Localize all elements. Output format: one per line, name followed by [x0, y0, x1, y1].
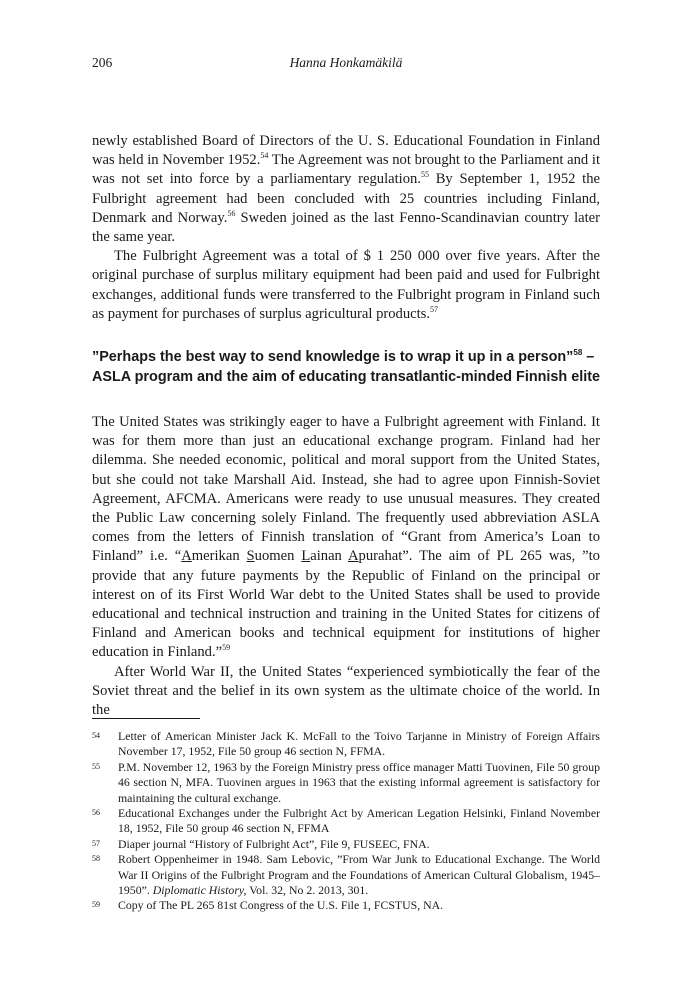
- paragraph-1: [92, 132, 600, 247]
- running-header: [92, 55, 600, 73]
- footnote-ref-58[interactable]: 58: [573, 348, 583, 357]
- text: The Agreement was not brought to the Parliament and it was not set into force by a parliamentary regulation.: [92, 152, 600, 188]
- footnote-number: 58: [92, 854, 100, 864]
- heading-text: ”Perhaps the best way to send knowledge is to wrap it up in a person”: [92, 349, 574, 365]
- text: newly established Board of Directors of the U. S. Educational Foundation in Finland was held in November 1952.: [92, 133, 600, 169]
- footnote-text: Copy of The PL 265 81st Congress of the U.S. File 1, FCSTUS, NA.: [118, 898, 444, 913]
- footnote-ref-57[interactable]: 57: [430, 304, 438, 314]
- heading-dash: –: [582, 349, 595, 365]
- footnote-ref-54[interactable]: 54: [260, 151, 269, 161]
- footnotes: [92, 729, 600, 914]
- footnote-separator: [92, 718, 200, 719]
- journal-title: Diplomatic History,: [152, 883, 247, 898]
- footnote-55: [92, 760, 600, 806]
- footnote-number: 57: [92, 838, 100, 848]
- section-heading-line-1: [92, 347, 600, 367]
- text: merikan: [191, 548, 247, 565]
- footnote-56: [92, 806, 600, 837]
- footnote-text: P.M. November 12, 1963 by the Foreign Ministry press office manager Matti Tuovinen, File 50 group 46 section N, MFA. Tuovinen argues in 1963 that the existing informal agreement is satisfactory for maintaining the cultural exchange.: [118, 759, 600, 805]
- footnote-number: 56: [92, 808, 100, 818]
- body-block-2: [92, 413, 600, 720]
- footnote-ref-59[interactable]: 59: [222, 643, 231, 653]
- paragraph-3: [92, 413, 600, 663]
- footnote-ref-56[interactable]: 56: [227, 208, 236, 218]
- text: uomen: [254, 548, 302, 565]
- text: The Fulbright Agreement was a total of $ 1 250 000 over five years. After the original purchase of surplus military equipment had been paid and used for Fulbright exchanges, additional funds were transferred to the Fulbright program in Finland such as payment for purchases of surplus agricultural products.: [92, 248, 600, 322]
- section-heading: [92, 347, 600, 387]
- text: ”. The aim of PL 265 was, ”to provide that any future payments by the Republic of Finland on the principal or interest on of its First World War debt to the United States shall be used to provide educational and technical instruction and training in the United States for citizens of Finland and American books and technical equipment for institutions of higher education in Finland.”: [92, 548, 600, 661]
- footnote-number: 54: [92, 731, 100, 740]
- footnote-57: [92, 837, 600, 852]
- text: By September 1, 1952 the Fulbright agreement had been concluded with 25 countries including Finland, Denmark and Norway.: [92, 171, 600, 226]
- text: purahat: [358, 548, 403, 565]
- footnote-text: Letter of American Minister Jack K. McFall to the Toivo Tarjanne in Ministry of Foreign Affairs November 17, 1952, File 50 group 46 section N, FFMA.: [118, 729, 600, 759]
- text: After World War II, the United States “experienced symbiotically the fear of the Soviet threat and the belief in its own system as the ultimate choice of the world. In the: [92, 663, 600, 719]
- footnote-number: 55: [92, 761, 100, 771]
- section-heading-line-2: ASLA program and the aim of educating transatlantic-minded Finnish elite: [92, 369, 600, 385]
- footnote-text: Robert Oppenheimer in 1948. Sam Lebovic, ”From War Junk to Educational Exchange. The World War II Origins of the Fulbright Program and the Foundations of American Cultural Globalism, 1945–1950”.: [118, 852, 600, 898]
- footnote-54: [92, 729, 600, 760]
- paragraph-2: [92, 247, 600, 324]
- header-author: Hanna Honkamäkilä: [289, 55, 403, 70]
- footnote-number: 59: [92, 900, 100, 910]
- document-page: [92, 0, 600, 1002]
- page-number: 206: [92, 55, 113, 70]
- text: ainan: [310, 548, 348, 565]
- footnote-text: Educational Exchanges under the Fulbright Act by American Legation Helsinki, Finland November 18, 1952, File 50 group 46 section N, FFMA: [118, 806, 600, 836]
- underlined-letter: L: [301, 548, 311, 565]
- underlined-letter: S: [246, 548, 255, 565]
- footnote-text: Diaper journal “History of Fulbright Act”, File 9, FUSEEC, FNA.: [118, 836, 430, 851]
- paragraph-4: [92, 663, 600, 721]
- footnote-ref-55[interactable]: 55: [420, 170, 429, 180]
- underlined-letter: A: [181, 548, 192, 565]
- footnote-text: Vol. 32, No 2. 2013, 301.: [246, 883, 369, 898]
- body-block-1: [92, 132, 600, 324]
- text: The United States was strikingly eager to have a Fulbright agreement with Finland. It was for them more than just an educational exchange program. Finland had her dilemma. She needed economic, political and moral support from the United States, but she could not take Marshall Aid. Instead, she had to agree upon Finnish-Soviet Agreement, AFCMA. Americans were ready to use unusual measures. They created the Public Law concerning solely Finland. The frequently used abbreviation ASLA comes from the letters of Finnish translation of “Grant from America’s Loan to Finland” i.e. “: [92, 414, 600, 565]
- text: Sweden joined as the last Fenno-Scandinavian country later the same year.: [92, 209, 600, 246]
- footnote-59: [92, 898, 600, 913]
- footnote-58: [92, 852, 600, 898]
- underlined-letter: A: [347, 548, 359, 565]
